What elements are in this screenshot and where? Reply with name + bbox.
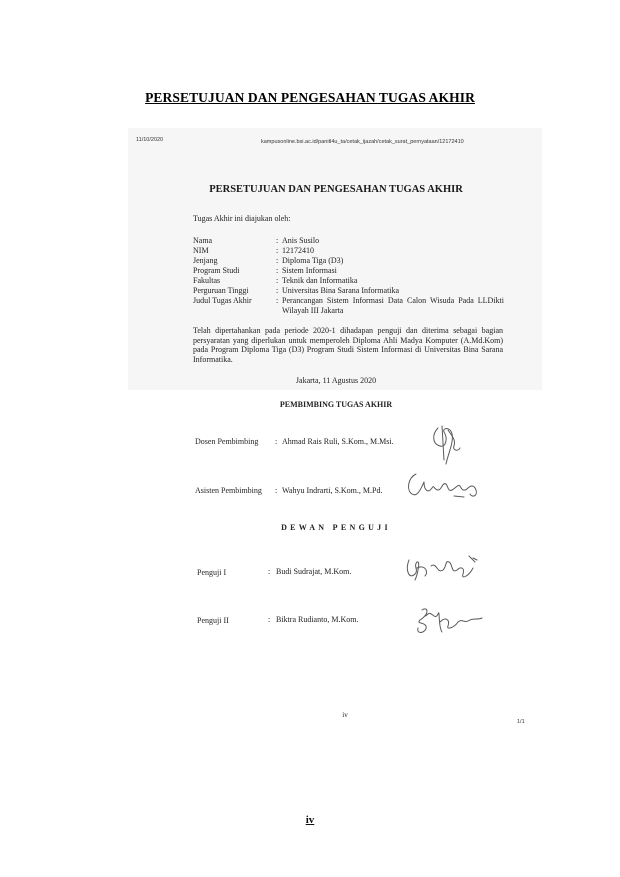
field-colon: :	[276, 296, 279, 305]
approval-paragraph: Telah dipertahankan pada periode 2020-1 dihadapan penguji dan diterima sebagai bagian persyaratan yang diperlukan untuk memperoleh Diploma Ahli Madya Komputer (A.Md.Kom) pada Program Diploma Tiga (D3) Program Studi Sistem Informasi di Universitas Bina Sarana Informatika.	[193, 326, 503, 364]
pembimbing-heading: PEMBIMBING TUGAS AKHIR	[279, 400, 393, 409]
penguji-2-role: Penguji II	[197, 616, 229, 625]
field-value: 12172410	[282, 246, 314, 255]
field-label: Nama	[193, 236, 213, 245]
field-colon: :	[276, 266, 279, 275]
asisten-pembimbing-role: Asisten Pembimbing	[195, 486, 262, 495]
field-label: Judul Tugas Akhir	[193, 296, 252, 305]
scan-header-date: 11/10/2020	[136, 137, 164, 143]
field-colon: :	[276, 286, 279, 295]
penguji-2-name: Biktra Rudianto, M.Kom.	[276, 615, 359, 624]
scan-footer: 1/1	[517, 719, 525, 725]
field-row-fakultas	[193, 276, 503, 286]
signature-penguji-2	[412, 604, 492, 638]
field-row-perguruan-tinggi	[193, 286, 503, 296]
field-label: NIM	[193, 246, 209, 255]
field-row-judul	[193, 296, 503, 316]
scan-page-number: iv	[342, 711, 348, 719]
field-label: Perguruan Tinggi	[193, 286, 249, 295]
dosen-pembimbing-role: Dosen Pembimbing	[195, 437, 259, 446]
penguji-heading: DEWAN PENGUJI	[281, 523, 391, 532]
place-date: Jakarta, 11 Agustus 2020	[295, 376, 377, 385]
field-value: Perancangan Sistem Informasi Data Calon Wisuda Pada LLDikti Wilayah III Jakarta	[282, 296, 504, 315]
field-value: Sistem Informasi	[282, 266, 337, 275]
signature-dosen-pembimbing	[428, 424, 464, 466]
field-value: Diploma Tiga (D3)	[282, 256, 344, 265]
field-row-nim	[193, 246, 503, 256]
field-colon: :	[275, 437, 278, 446]
field-label: Program Studi	[193, 266, 240, 275]
page-title: PERSETUJUAN DAN PENGESAHAN TUGAS AKHIR	[145, 90, 475, 105]
intro-text: Tugas Akhir ini diajukan oleh:	[193, 214, 291, 223]
document-title: PERSETUJUAN DAN PENGESAHAN TUGAS AKHIR	[209, 184, 463, 195]
field-label: Fakultas	[193, 276, 221, 285]
field-colon: :	[268, 567, 271, 576]
field-colon: :	[276, 236, 279, 245]
penguji-1-name: Budi Sudrajat, M.Kom.	[276, 567, 352, 576]
field-row-program-studi	[193, 266, 503, 276]
asisten-pembimbing-name: Wahyu Indrarti, S.Kom., M.Pd.	[282, 486, 383, 495]
scan-header-url: kampusonline.bsi.ac.id/panitl4u_ta/cetak_ijazah/cetak_surat_pernyataan/12172410	[261, 139, 464, 145]
signature-asisten-pembimbing	[404, 470, 488, 500]
field-value: Universitas Bina Sarana Informatika	[282, 286, 400, 295]
signature-penguji-1	[403, 552, 483, 586]
page-number: iv	[305, 814, 315, 826]
field-colon: :	[276, 246, 279, 255]
penguji-1-role: Penguji I	[197, 568, 227, 577]
field-colon: :	[276, 276, 279, 285]
field-label: Jenjang	[193, 256, 218, 265]
field-colon: :	[276, 256, 279, 265]
dosen-pembimbing-name: Ahmad Rais Ruli, S.Kom., M.Msi.	[282, 437, 394, 446]
field-value: Anis Susilo	[282, 236, 320, 245]
field-colon: :	[268, 615, 271, 624]
field-row-jenjang	[193, 256, 503, 266]
field-colon: :	[275, 486, 278, 495]
field-value: Teknik dan Informatika	[282, 276, 358, 285]
field-row-nama	[193, 236, 503, 246]
